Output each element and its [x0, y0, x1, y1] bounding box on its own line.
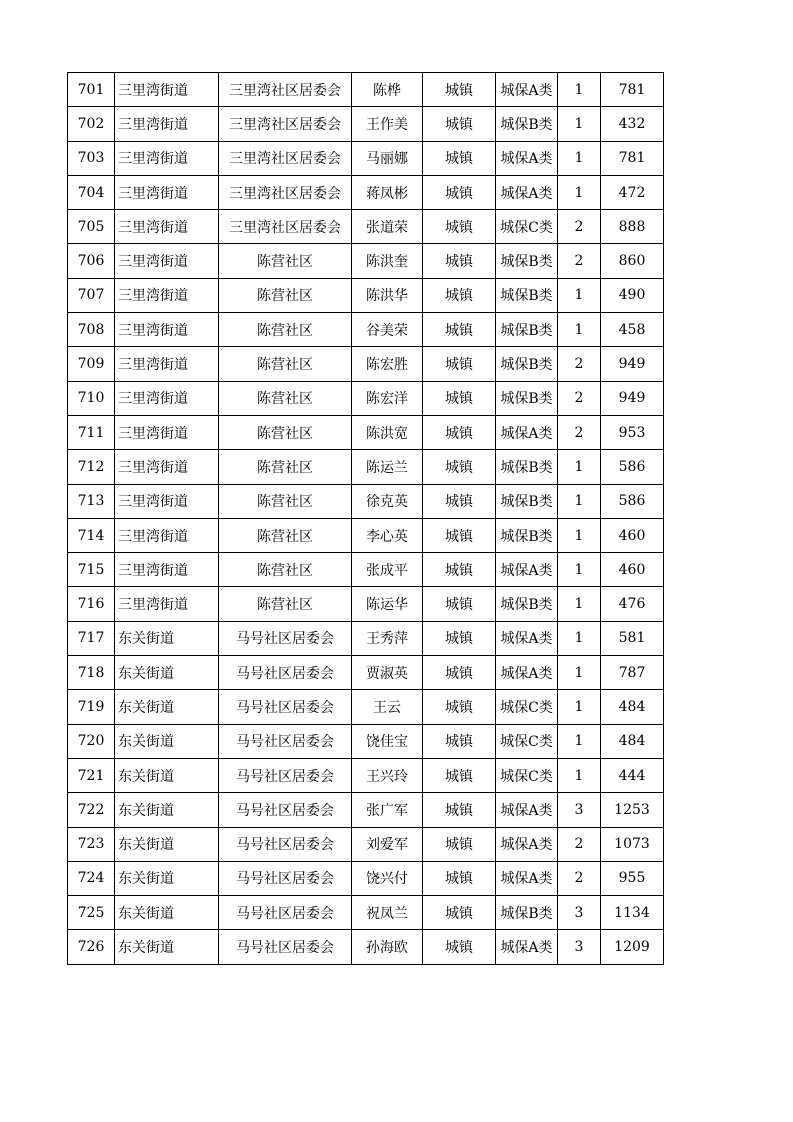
name-cell: 谷美荣	[352, 313, 423, 347]
area-cell: 城镇	[423, 381, 496, 415]
street-cell: 三里湾街道	[115, 141, 219, 175]
category-cell: 城保A类	[496, 141, 558, 175]
count-cell: 1	[558, 724, 601, 758]
street-cell: 东关街道	[115, 861, 219, 895]
category-cell: 城保A类	[496, 827, 558, 861]
area-cell: 城镇	[423, 896, 496, 930]
count-cell: 1	[558, 484, 601, 518]
street-cell: 三里湾街道	[115, 484, 219, 518]
table-row	[68, 758, 664, 792]
area-cell: 城镇	[423, 656, 496, 690]
amount-cell: 1209	[601, 930, 664, 964]
amount-cell: 458	[601, 313, 664, 347]
amount-cell: 586	[601, 484, 664, 518]
category-cell: 城保A类	[496, 861, 558, 895]
row-number-cell: 717	[68, 621, 115, 655]
row-number-cell: 705	[68, 210, 115, 244]
amount-cell: 955	[601, 861, 664, 895]
table-row	[68, 278, 664, 312]
community-cell: 陈营社区	[219, 484, 352, 518]
street-cell: 三里湾街道	[115, 381, 219, 415]
category-cell: 城保B类	[496, 278, 558, 312]
row-number-cell: 703	[68, 141, 115, 175]
street-cell: 三里湾街道	[115, 278, 219, 312]
name-cell: 陈洪华	[352, 278, 423, 312]
row-number-cell: 706	[68, 244, 115, 278]
row-number-cell: 720	[68, 724, 115, 758]
street-cell: 东关街道	[115, 621, 219, 655]
name-cell: 祝凤兰	[352, 896, 423, 930]
amount-cell: 490	[601, 278, 664, 312]
name-cell: 陈运兰	[352, 450, 423, 484]
area-cell: 城镇	[423, 861, 496, 895]
row-number-cell: 708	[68, 313, 115, 347]
count-cell: 1	[558, 690, 601, 724]
street-cell: 东关街道	[115, 656, 219, 690]
count-cell: 1	[558, 518, 601, 552]
community-cell: 陈营社区	[219, 553, 352, 587]
category-cell: 城保A类	[496, 175, 558, 209]
street-cell: 东关街道	[115, 896, 219, 930]
area-cell: 城镇	[423, 347, 496, 381]
count-cell: 2	[558, 827, 601, 861]
table-row	[68, 656, 664, 690]
row-number-cell: 716	[68, 587, 115, 621]
amount-cell: 460	[601, 518, 664, 552]
community-cell: 马号社区居委会	[219, 827, 352, 861]
table-row	[68, 313, 664, 347]
row-number-cell: 722	[68, 793, 115, 827]
community-cell: 陈营社区	[219, 313, 352, 347]
count-cell: 3	[558, 896, 601, 930]
name-cell: 李心英	[352, 518, 423, 552]
count-cell: 2	[558, 210, 601, 244]
category-cell: 城保B类	[496, 381, 558, 415]
community-cell: 陈营社区	[219, 347, 352, 381]
street-cell: 东关街道	[115, 793, 219, 827]
community-cell: 马号社区居委会	[219, 896, 352, 930]
community-cell: 马号社区居委会	[219, 621, 352, 655]
row-number-cell: 712	[68, 450, 115, 484]
street-cell: 东关街道	[115, 690, 219, 724]
name-cell: 陈宏洋	[352, 381, 423, 415]
community-cell: 三里湾社区居委会	[219, 107, 352, 141]
count-cell: 2	[558, 244, 601, 278]
row-number-cell: 714	[68, 518, 115, 552]
community-cell: 马号社区居委会	[219, 930, 352, 964]
table-row	[68, 587, 664, 621]
row-number-cell: 710	[68, 381, 115, 415]
community-cell: 陈营社区	[219, 244, 352, 278]
table-row	[68, 484, 664, 518]
category-cell: 城保A类	[496, 656, 558, 690]
table-row	[68, 724, 664, 758]
area-cell: 城镇	[423, 518, 496, 552]
table-row	[68, 896, 664, 930]
row-number-cell: 723	[68, 827, 115, 861]
category-cell: 城保C类	[496, 210, 558, 244]
amount-cell: 586	[601, 450, 664, 484]
street-cell: 东关街道	[115, 758, 219, 792]
category-cell: 城保B类	[496, 313, 558, 347]
category-cell: 城保B类	[496, 518, 558, 552]
street-cell: 东关街道	[115, 930, 219, 964]
name-cell: 王兴玲	[352, 758, 423, 792]
category-cell: 城保B类	[496, 896, 558, 930]
amount-cell: 787	[601, 656, 664, 690]
category-cell: 城保C类	[496, 724, 558, 758]
community-cell: 马号社区居委会	[219, 690, 352, 724]
street-cell: 东关街道	[115, 724, 219, 758]
table-row	[68, 141, 664, 175]
table-row	[68, 793, 664, 827]
amount-cell: 460	[601, 553, 664, 587]
amount-cell: 1073	[601, 827, 664, 861]
community-cell: 马号社区居委会	[219, 861, 352, 895]
street-cell: 三里湾街道	[115, 210, 219, 244]
table-row	[68, 73, 664, 107]
table-body	[68, 73, 664, 965]
street-cell: 三里湾街道	[115, 587, 219, 621]
count-cell: 1	[558, 587, 601, 621]
name-cell: 刘爱军	[352, 827, 423, 861]
row-number-cell: 709	[68, 347, 115, 381]
area-cell: 城镇	[423, 450, 496, 484]
table-row	[68, 690, 664, 724]
name-cell: 王秀萍	[352, 621, 423, 655]
count-cell: 1	[558, 73, 601, 107]
table-row	[68, 415, 664, 449]
community-cell: 陈营社区	[219, 381, 352, 415]
name-cell: 孙海欧	[352, 930, 423, 964]
community-cell: 马号社区居委会	[219, 793, 352, 827]
street-cell: 三里湾街道	[115, 553, 219, 587]
area-cell: 城镇	[423, 244, 496, 278]
count-cell: 1	[558, 141, 601, 175]
community-cell: 三里湾社区居委会	[219, 73, 352, 107]
area-cell: 城镇	[423, 107, 496, 141]
name-cell: 蒋凤彬	[352, 175, 423, 209]
name-cell: 陈洪奎	[352, 244, 423, 278]
count-cell: 1	[558, 621, 601, 655]
row-number-cell: 707	[68, 278, 115, 312]
row-number-cell: 713	[68, 484, 115, 518]
count-cell: 1	[558, 278, 601, 312]
count-cell: 3	[558, 930, 601, 964]
count-cell: 2	[558, 861, 601, 895]
community-cell: 马号社区居委会	[219, 758, 352, 792]
area-cell: 城镇	[423, 141, 496, 175]
name-cell: 陈洪宽	[352, 415, 423, 449]
amount-cell: 581	[601, 621, 664, 655]
area-cell: 城镇	[423, 313, 496, 347]
name-cell: 饶佳宝	[352, 724, 423, 758]
category-cell: 城保A类	[496, 930, 558, 964]
row-number-cell: 725	[68, 896, 115, 930]
street-cell: 三里湾街道	[115, 73, 219, 107]
row-number-cell: 711	[68, 415, 115, 449]
category-cell: 城保B类	[496, 450, 558, 484]
community-cell: 三里湾社区居委会	[219, 210, 352, 244]
street-cell: 三里湾街道	[115, 415, 219, 449]
street-cell: 三里湾街道	[115, 244, 219, 278]
area-cell: 城镇	[423, 621, 496, 655]
count-cell: 2	[558, 347, 601, 381]
name-cell: 王云	[352, 690, 423, 724]
street-cell: 三里湾街道	[115, 313, 219, 347]
row-number-cell: 726	[68, 930, 115, 964]
amount-cell: 1253	[601, 793, 664, 827]
row-number-cell: 701	[68, 73, 115, 107]
name-cell: 陈桦	[352, 73, 423, 107]
row-number-cell: 724	[68, 861, 115, 895]
table-row	[68, 450, 664, 484]
amount-cell: 444	[601, 758, 664, 792]
community-cell: 陈营社区	[219, 450, 352, 484]
amount-cell: 949	[601, 347, 664, 381]
community-cell: 马号社区居委会	[219, 656, 352, 690]
street-cell: 东关街道	[115, 827, 219, 861]
table-row	[68, 381, 664, 415]
area-cell: 城镇	[423, 210, 496, 244]
category-cell: 城保C类	[496, 690, 558, 724]
category-cell: 城保A类	[496, 553, 558, 587]
table-row	[68, 347, 664, 381]
community-cell: 三里湾社区居委会	[219, 175, 352, 209]
street-cell: 三里湾街道	[115, 518, 219, 552]
name-cell: 张广军	[352, 793, 423, 827]
amount-cell: 860	[601, 244, 664, 278]
row-number-cell: 715	[68, 553, 115, 587]
row-number-cell: 702	[68, 107, 115, 141]
area-cell: 城镇	[423, 484, 496, 518]
area-cell: 城镇	[423, 758, 496, 792]
name-cell: 徐克英	[352, 484, 423, 518]
community-cell: 三里湾社区居委会	[219, 141, 352, 175]
table-row	[68, 210, 664, 244]
table-row	[68, 621, 664, 655]
area-cell: 城镇	[423, 793, 496, 827]
amount-cell: 888	[601, 210, 664, 244]
data-table	[67, 72, 664, 965]
category-cell: 城保B类	[496, 107, 558, 141]
area-cell: 城镇	[423, 690, 496, 724]
amount-cell: 781	[601, 141, 664, 175]
name-cell: 陈运华	[352, 587, 423, 621]
row-number-cell: 718	[68, 656, 115, 690]
name-cell: 王作美	[352, 107, 423, 141]
count-cell: 3	[558, 793, 601, 827]
street-cell: 三里湾街道	[115, 450, 219, 484]
area-cell: 城镇	[423, 827, 496, 861]
area-cell: 城镇	[423, 175, 496, 209]
category-cell: 城保B类	[496, 587, 558, 621]
category-cell: 城保B类	[496, 244, 558, 278]
amount-cell: 476	[601, 587, 664, 621]
amount-cell: 484	[601, 690, 664, 724]
table-row	[68, 175, 664, 209]
row-number-cell: 721	[68, 758, 115, 792]
area-cell: 城镇	[423, 415, 496, 449]
table-row	[68, 827, 664, 861]
category-cell: 城保A类	[496, 621, 558, 655]
category-cell: 城保A类	[496, 73, 558, 107]
area-cell: 城镇	[423, 278, 496, 312]
count-cell: 1	[558, 656, 601, 690]
table-row	[68, 107, 664, 141]
community-cell: 陈营社区	[219, 518, 352, 552]
name-cell: 张道荣	[352, 210, 423, 244]
street-cell: 三里湾街道	[115, 175, 219, 209]
area-cell: 城镇	[423, 587, 496, 621]
amount-cell: 484	[601, 724, 664, 758]
table-row	[68, 930, 664, 964]
row-number-cell: 719	[68, 690, 115, 724]
community-cell: 陈营社区	[219, 278, 352, 312]
category-cell: 城保B类	[496, 347, 558, 381]
area-cell: 城镇	[423, 73, 496, 107]
table-row	[68, 244, 664, 278]
community-cell: 陈营社区	[219, 587, 352, 621]
amount-cell: 949	[601, 381, 664, 415]
count-cell: 1	[558, 450, 601, 484]
count-cell: 2	[558, 415, 601, 449]
count-cell: 1	[558, 175, 601, 209]
name-cell: 饶兴付	[352, 861, 423, 895]
category-cell: 城保C类	[496, 758, 558, 792]
table-row	[68, 861, 664, 895]
table-row	[68, 553, 664, 587]
amount-cell: 781	[601, 73, 664, 107]
count-cell: 1	[558, 313, 601, 347]
count-cell: 1	[558, 758, 601, 792]
amount-cell: 1134	[601, 896, 664, 930]
area-cell: 城镇	[423, 930, 496, 964]
area-cell: 城镇	[423, 724, 496, 758]
category-cell: 城保A类	[496, 793, 558, 827]
community-cell: 马号社区居委会	[219, 724, 352, 758]
count-cell: 1	[558, 107, 601, 141]
name-cell: 贾淑英	[352, 656, 423, 690]
street-cell: 三里湾街道	[115, 107, 219, 141]
table-row	[68, 518, 664, 552]
community-cell: 陈营社区	[219, 415, 352, 449]
count-cell: 2	[558, 381, 601, 415]
street-cell: 三里湾街道	[115, 347, 219, 381]
name-cell: 张成平	[352, 553, 423, 587]
name-cell: 马丽娜	[352, 141, 423, 175]
category-cell: 城保A类	[496, 415, 558, 449]
amount-cell: 472	[601, 175, 664, 209]
count-cell: 1	[558, 553, 601, 587]
amount-cell: 953	[601, 415, 664, 449]
category-cell: 城保B类	[496, 484, 558, 518]
row-number-cell: 704	[68, 175, 115, 209]
name-cell: 陈宏胜	[352, 347, 423, 381]
area-cell: 城镇	[423, 553, 496, 587]
amount-cell: 432	[601, 107, 664, 141]
